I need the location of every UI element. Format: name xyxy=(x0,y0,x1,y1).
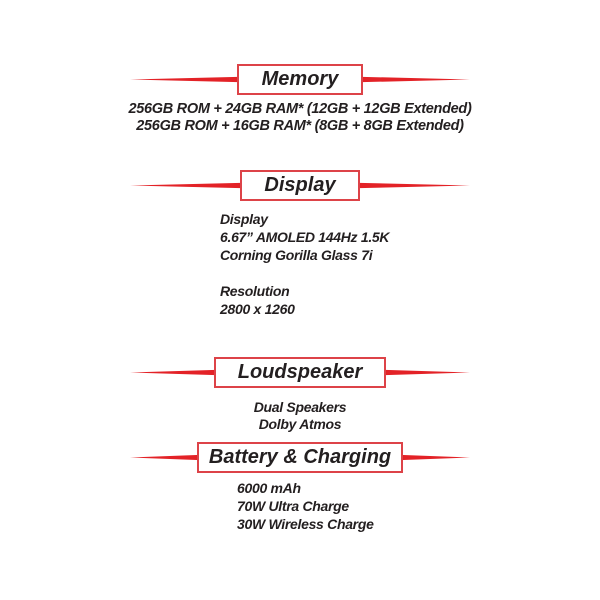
loudspeaker-specs xyxy=(0,399,600,433)
section-title-box-display xyxy=(240,170,360,201)
spec-line-blank xyxy=(220,264,389,282)
spec-line: Dolby Atmos xyxy=(258,416,342,432)
section-title-box-battery-charging xyxy=(197,442,403,473)
section-title-box-loudspeaker xyxy=(214,357,386,388)
spec-line: Display xyxy=(220,211,268,227)
spec-line: 70W Ultra Charge xyxy=(237,498,349,514)
spec-line: Corning Gorilla Glass 7i xyxy=(220,247,373,263)
section-title-loudspeaker: Loudspeaker xyxy=(237,361,363,383)
display-specs xyxy=(220,210,389,318)
spec-line: Resolution xyxy=(220,283,290,299)
spec-line: 2800 x 1260 xyxy=(220,301,295,317)
section-title-memory: Memory xyxy=(261,68,339,90)
spec-line: 6.67” AMOLED 144Hz 1.5K xyxy=(220,229,390,245)
section-title-display: Display xyxy=(264,174,336,196)
spec-line: 256GB ROM + 24GB RAM* (12GB + 12GB Extended) xyxy=(128,101,472,117)
spec-line: 6000 mAh xyxy=(237,480,301,496)
section-banner-memory xyxy=(130,64,470,95)
spec-line: 30W Wireless Charge xyxy=(237,516,374,532)
section-banner-battery-charging xyxy=(130,442,470,473)
section-title-box-memory xyxy=(237,64,363,95)
spec-line: 256GB ROM + 16GB RAM* (8GB + 8GB Extended) xyxy=(136,118,464,134)
spec-line: Dual Speakers xyxy=(253,399,347,415)
section-banner-loudspeaker xyxy=(130,357,470,388)
memory-specs xyxy=(0,101,600,135)
section-title-battery-charging: Battery & Charging xyxy=(208,446,392,468)
battery-specs xyxy=(237,479,374,533)
section-banner-display xyxy=(130,170,470,201)
